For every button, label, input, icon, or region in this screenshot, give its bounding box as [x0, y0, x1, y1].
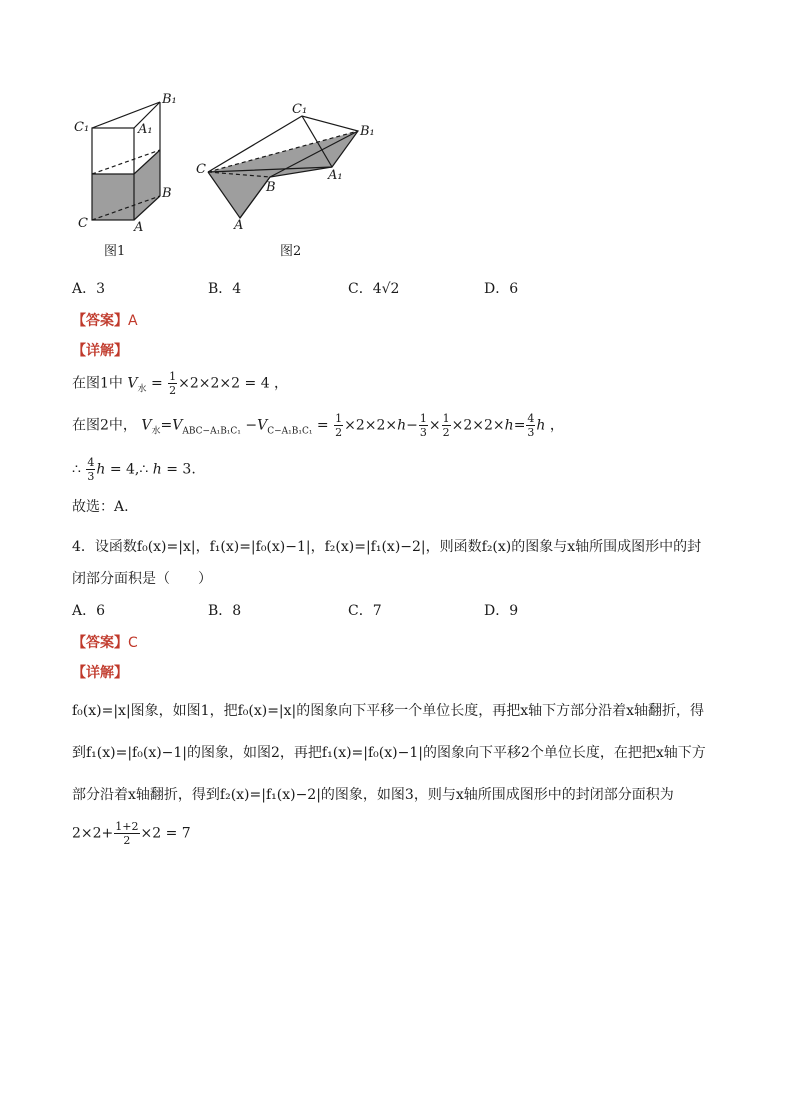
label-a1-fig2: A₁	[328, 168, 343, 183]
q3-answer	[72, 310, 138, 330]
q4-option-b[interactable]: B．8	[208, 603, 242, 619]
label-a1-fig1: A₁	[138, 122, 153, 137]
q4-detail-line-4: 2×2+ $\frac{1+2}{2}$ ×2 = 7	[72, 820, 191, 847]
q3-option-c[interactable]: C．4√2	[348, 281, 400, 297]
q3-line1-prefix: 在图1中	[72, 375, 123, 392]
q4-option-a[interactable]: A．6	[72, 603, 106, 619]
q3-conclusion: 故选：A.	[72, 499, 129, 515]
q3-solution-line-2: 在图2中， $V_水=V_{ABC-A_1B_1C_1} -V_{C-A_1B_1C_1}$ = $\frac{1}{2}$ ×2×2×h− $\frac{1}{3}$ × $\frac{1}{2}$ ×2×2×h= $\frac{4}{3}$ h ，	[72, 412, 564, 439]
q3-option-a[interactable]: A．3	[72, 281, 106, 297]
label-a-fig2: A	[234, 218, 244, 233]
q3-answer-value: A	[128, 313, 138, 329]
label-b1-fig2: B₁	[360, 124, 375, 139]
q3-solution-line-1: 在图1中 $V_水$ = $\frac{1}{2}$ ×2×2×2 = 4 ，	[72, 370, 289, 397]
label-b-fig1: B	[162, 186, 172, 201]
label-c-fig2: C	[196, 162, 206, 177]
q3-option-d[interactable]: D．6	[484, 281, 519, 297]
water-side-fig1	[134, 150, 160, 220]
q4-answer	[72, 632, 138, 652]
label-a-fig1: A	[134, 220, 144, 235]
caption-fig1: 图1	[104, 244, 126, 259]
q4-detail-tag: 【详解】	[72, 665, 128, 681]
label-b-fig2: B	[266, 180, 276, 195]
q4-detail-line-2: 到f₁(x)=|f₀(x)−1|的图象，如图2，再把f₁(x)=|f₀(x)−1|的图象向下平移2个单位长度，在把把x轴下方	[72, 745, 706, 761]
q3-option-b[interactable]: B．4	[208, 281, 242, 297]
figure-1-prism	[92, 102, 160, 220]
q3-solution-line-3: ∴ $\frac{4}{3}$ h = 4,∴ h = 3.	[72, 456, 196, 483]
q4-stem-line-2: 闭部分面积是（ ）	[72, 571, 212, 587]
q4-detail-line-1: f₀(x)=|x|图象，如图1，把f₀(x)=|x|的图象向下平移一个单位长度，再把x轴下方部分沿着x轴翻折，得	[72, 703, 705, 719]
label-c1-fig1: C₁	[74, 120, 90, 135]
q4-detail-line-3: 部分沿着x轴翻折，得到f₂(x)=|f₁(x)−2|的图象，如图3，则与x轴所围成图形中的封闭部分面积为	[72, 787, 674, 803]
q3-answer-tag: 【答案】	[72, 313, 128, 329]
q4-option-d[interactable]: D．9	[484, 603, 519, 619]
caption-fig2: 图2	[280, 244, 302, 259]
q4-answer-value: C	[128, 635, 138, 651]
figure-2-prism	[208, 116, 358, 218]
label-b1-fig1: B₁	[162, 92, 177, 107]
label-c1-fig2: C₁	[292, 102, 308, 117]
q4-answer-tag: 【答案】	[72, 635, 128, 651]
q3-detail-tag: 【详解】	[72, 343, 128, 359]
q4-option-c[interactable]: C．7	[348, 603, 382, 619]
label-c-fig1: C	[78, 216, 88, 231]
q4-stem-line-1: 4．设函数f₀(x)=|x|，f₁(x)=|f₀(x)−1|，f₂(x)=|f₁(x)−2|，则函数f₂(x)的图象与x轴所围成图形中的封	[72, 539, 702, 555]
q3-line2-prefix: 在图2中，	[72, 417, 137, 434]
prism-figures	[70, 88, 400, 268]
